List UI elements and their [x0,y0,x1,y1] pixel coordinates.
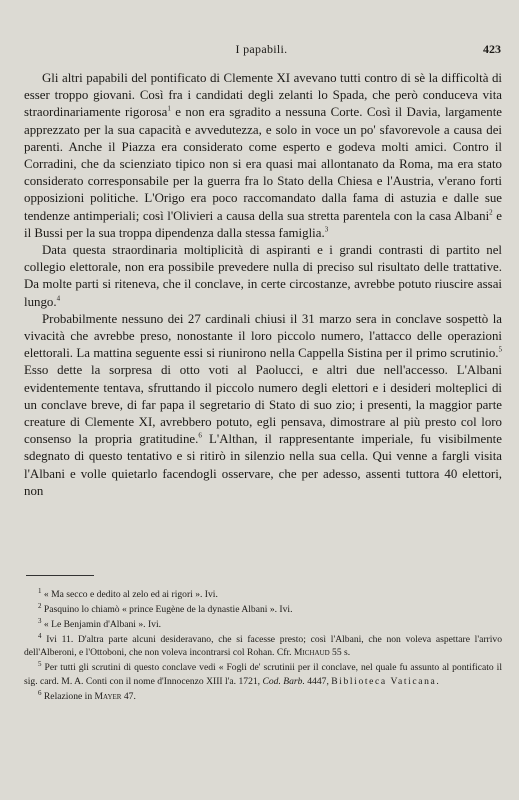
footnotes [24,588,502,705]
footnote-ref: 5 [498,345,502,354]
codex-ref: Cod. Barb. [262,675,305,687]
paragraph: Probabilmente nessuno dei 27 cardinali chiusi il 31 marzo sera in conclave sospettò la vivacità che avrebbe preso, nonostante il loro piccolo numero, l'attacco delle operazioni elettorali. La mattina seguente essi si riunirono nella Cappella Sistina per il primo scrutinio.$^5$ Esso dette la sorpresa di otto voti al Paolucci, e altri due nell'accesso. L'Albani evidentemente tentava, sfruttando il piccolo numero degli elettori e i desideri molteplici di un conclave breve, di far papa il segretario di Stato di suo zio; i presenti, la maggior parte creature di Clemente XI, avrebbero potuto, egli pensava, dimostrare al più presto col loro consenso la propria gratitudine.$^6$ L'Althan, il rappresentante imperiale, fu visibilmente sdegnato di questo tentativo e si ritirò in silenzio nella sua cella. Qui venne a fargli visita l'Albani e volle quietarlo facendogli osservare, che per adesso, assenti tuttora 40 elettori, non [24,311,502,498]
footnote: $^2$ Pasquino lo chiamò « prince Eugène de la dynastie Albani ». Ivi. [38,601,293,615]
footnote-ref: 4 [56,294,61,303]
main-text [24,70,502,500]
author-name: Michaud [293,647,330,659]
footnote-ref: 1 [167,105,171,114]
footnote: $^1$ « Ma secco e dedito al zelo ed ai rigori ». Ivi. [38,586,218,600]
footnote-ref: 2 [489,208,493,217]
page-number: 423 [483,42,501,56]
author-name: Mayer [94,690,122,702]
paragraph: Data questa straordinaria moltiplicità di aspiranti e i grandi contrasti di partito nel collegio elettorale, non era possibile prevedere nulla di preciso sul risultato delle trattative. Da molte parti si riteneva, che il conclave, in certe circostanze, avrebbe potuto riuscire assai lungo.$^4$ [24,243,502,309]
footnote-ref: 3 [324,225,329,234]
running-header [22,42,501,58]
library-name: Biblioteca Vaticana [331,675,437,687]
running-title: I papabili. [235,42,288,56]
footnote: $^6$ Relazione in Mayer 47. [38,688,136,702]
footnote-ref: 6 [198,431,202,440]
paragraph: Gli altri papabili del pontificato di Clemente XI avevano tutti contro di sè la difficoltà di esser troppo giovani. Così fra i candidati degli zelanti lo Spada, che però conduceva vita straordinariamente rigorosa$^1$ e non era sgradito a nessuna Corte. Così il Davia, largamente apprezzato per la sua capacità e avvedutezza, e solo in voce un po' sfavorevole a causa dei parenti. Anche il Piazza era considerato come esperto e godeva molti amici. Contro il Corradini, che da scienziato tipico non si era quasi mai allontanato da Roma, ma era stato considerato corresponsabile per la guerra fra lo Stato della Chiesa e l'Austria, v'erano forti opposizioni politiche. L'Origo era poco raccomandato dalla fama di astuzia e dalle sue tendenze antimperiali; così l'Olivieri a causa della sua stretta parentela con la casa Albani$^2$ e il Bussi per la sua troppa dipendenza dalla stessa famiglia.$^3$ [24,71,503,240]
footnote: $^4$ Ivi 11. D'altra parte alcuni desideravano, che si facesse presto; così l'Albani, che non voleva aspettare l'arrivo dell'Alberoni, e l'Ottoboni, che non voleva incontrarsi col Rohan. Cfr. Michaud 55 s. [24,631,502,659]
footnote: $^5$ Per tutti gli scrutini di questo conclave vedi « Fogli de' scrutinii per il conclave, nel quale fu assunto al pontificato il sig. card. M. A. Conti con il nome d'Innocenzo XIII l'a. 1721, Cod. Barb. 4447, Biblioteca Vaticana. [24,660,502,687]
footnote-divider [26,575,94,576]
footnote: $^3$ « Le Benjamin d'Albani ». Ivi. [38,616,162,630]
